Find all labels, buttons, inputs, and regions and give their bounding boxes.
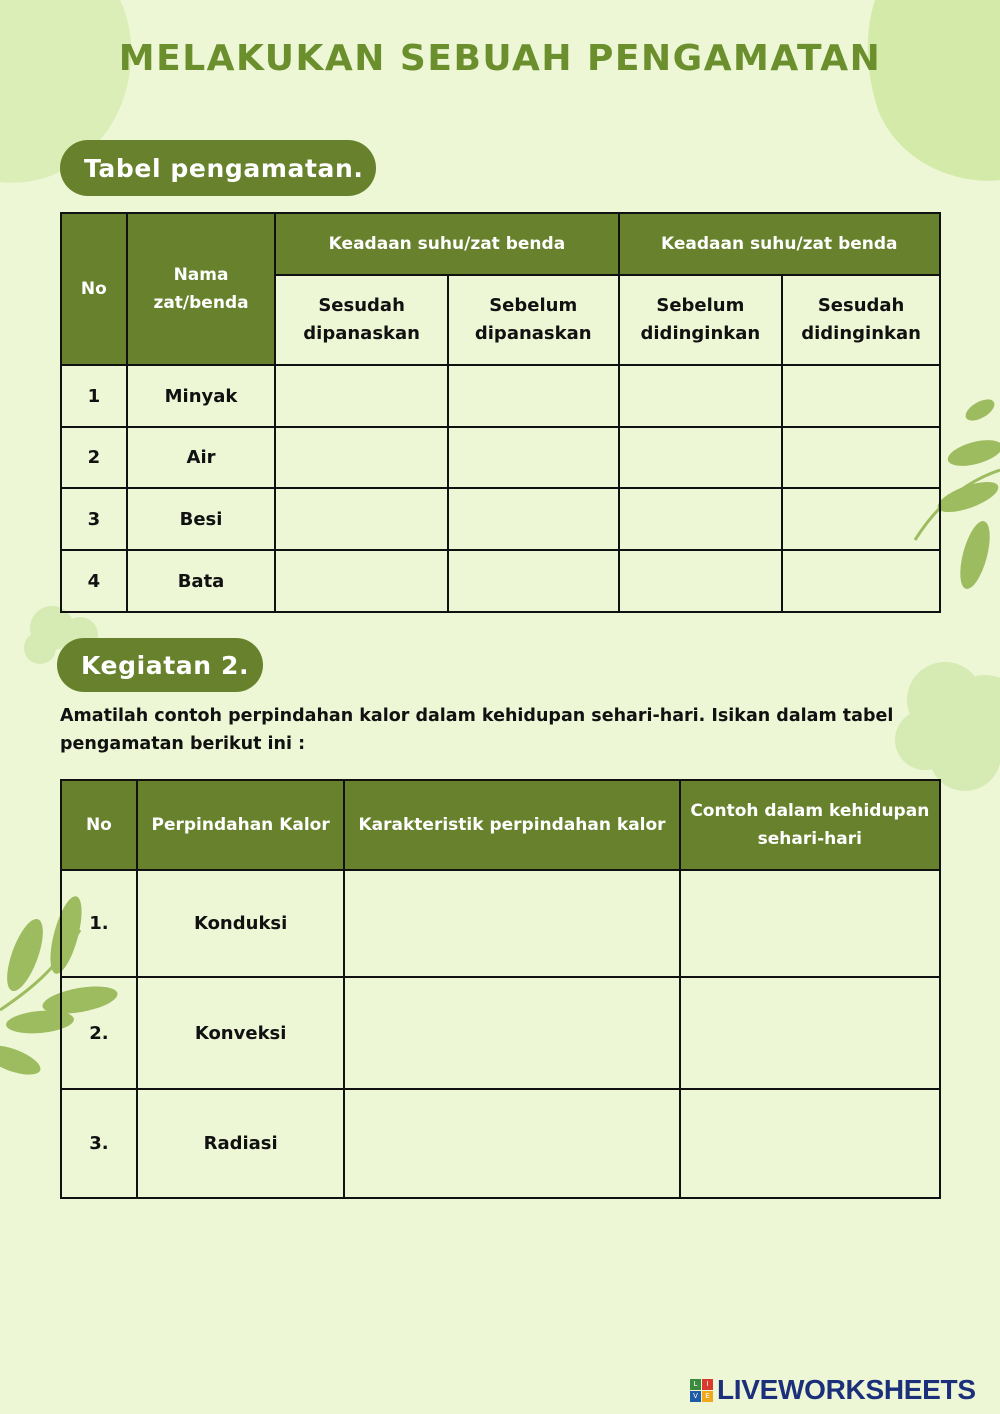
answer-cell[interactable] [275,365,448,427]
answer-cell[interactable] [275,488,448,550]
row-number: 1. [61,870,137,977]
header-substance-name: Nama zat/benda [127,213,276,365]
row-substance: Minyak [127,365,276,427]
answer-cell[interactable] [448,427,619,488]
answer-cell[interactable] [275,427,448,488]
answer-cell[interactable] [619,488,783,550]
table-row [61,488,940,550]
row-number: 4 [61,550,127,612]
header-no: No [61,213,127,365]
table-row [61,870,940,977]
answer-cell[interactable] [680,870,940,977]
header-group-cooling: Keadaan suhu/zat benda [619,213,940,275]
row-number: 1 [61,365,127,427]
header-before-cooling: Sebelum didinginkan [619,275,783,365]
header-characteristics: Karakteristik perpindahan kalor [344,780,679,870]
answer-cell[interactable] [680,977,940,1089]
answer-cell[interactable] [344,870,679,977]
top-right-blob [868,0,1000,181]
table-row [61,365,940,427]
header-heat-transfer: Perpindahan Kalor [137,780,345,870]
answer-cell[interactable] [448,550,619,612]
row-substance: Bata [127,550,276,612]
table-row [61,1089,940,1198]
header-after-heating: Sesudah dipanaskan [275,275,448,365]
liveworksheets-logo[interactable] [690,1374,976,1406]
table-row [61,977,940,1089]
row-number: 3 [61,488,127,550]
header-group-heating: Keadaan suhu/zat benda [275,213,618,275]
row-number: 2. [61,977,137,1089]
answer-cell[interactable] [275,550,448,612]
row-transfer-type: Konduksi [137,870,345,977]
header-no: No [61,780,137,870]
answer-cell[interactable] [344,1089,679,1198]
row-number: 3. [61,1089,137,1198]
answer-cell[interactable] [782,427,940,488]
observation-table [60,212,941,613]
header-daily-example: Contoh dalam kehidupan sehari-hari [680,780,940,870]
table-row [61,550,940,612]
instruction-text: Amatilah contoh perpindahan kalor dalam kehidupan sehari-hari. Isikan dalam tabel pengamatan berikut ini : [60,706,894,754]
table-row [61,427,940,488]
row-transfer-type: Radiasi [137,1089,345,1198]
right-cloud [895,662,1000,791]
section-label-activity-2: Kegiatan 2. [57,638,263,692]
row-substance: Besi [127,488,276,550]
answer-cell[interactable] [619,550,783,612]
answer-cell[interactable] [448,365,619,427]
row-transfer-type: Konveksi [137,977,345,1089]
row-number: 2 [61,427,127,488]
answer-cell[interactable] [448,488,619,550]
answer-cell[interactable] [619,427,783,488]
section-label-observation-table: Tabel pengamatan. [60,140,376,196]
answer-cell[interactable] [782,488,940,550]
answer-cell[interactable] [680,1089,940,1198]
logo-text: LIVEWORKSHEETS [717,1374,976,1405]
answer-cell[interactable] [619,365,783,427]
page-title: MELAKUKAN SEBUAH PENGAMATAN [118,38,882,79]
header-before-heating: Sebelum dipanaskan [448,275,619,365]
row-substance: Air [127,427,276,488]
header-after-cooling: Sesudah didinginkan [782,275,940,365]
liveworksheets-logo-icon: L I V E [690,1379,713,1402]
answer-cell[interactable] [344,977,679,1089]
answer-cell[interactable] [782,550,940,612]
heat-transfer-table [60,779,941,1199]
answer-cell[interactable] [782,365,940,427]
